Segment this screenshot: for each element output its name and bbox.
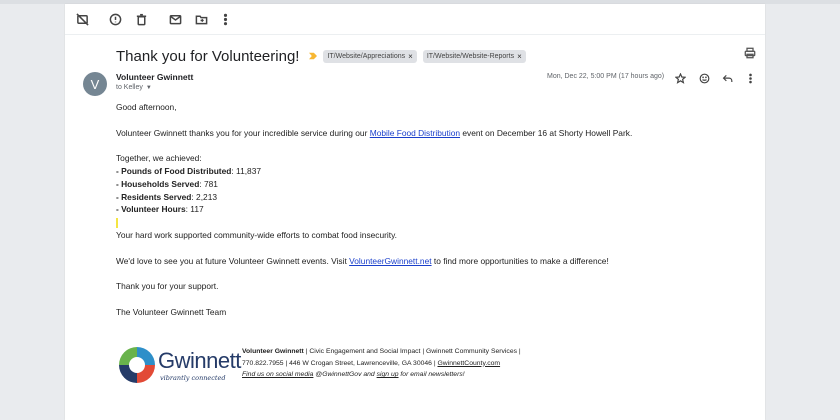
emoji-reaction-icon[interactable]	[696, 70, 712, 86]
logo-tagline: vibrantly connected	[160, 374, 226, 382]
signature-social-handle: @GwinnettGov and	[313, 371, 377, 378]
support-paragraph: Your hard work supported community-wide efforts to combat food insecurity.	[116, 229, 398, 240]
label-chip-website-reports[interactable]	[423, 50, 526, 63]
signoff-line: The Volunteer Gwinnett Team	[116, 306, 227, 317]
email-date: Mon, Dec 22, 5:00 PM (17 hours ago)	[547, 73, 665, 80]
stat-label: - Volunteer Hours	[116, 204, 186, 215]
signature-line-1	[242, 346, 521, 358]
snooze-off-icon[interactable]	[73, 10, 91, 28]
intro-text: Volunteer Gwinnett thanks you for your incredible service during our	[116, 127, 370, 138]
greeting: Good afternoon,	[116, 102, 177, 112]
stat-line	[116, 203, 716, 216]
recipient-text: to Kelley	[116, 84, 143, 91]
stat-label: - Households Served	[116, 178, 200, 189]
reply-icon[interactable]	[719, 70, 735, 86]
label-name: IT/Website/Appreciations	[327, 52, 406, 60]
gwinnett-logo-mark-icon	[117, 345, 157, 385]
future-text: We'd love to see you at future Volunteer Gwinnett events. Visit	[116, 255, 350, 266]
report-spam-icon[interactable]	[106, 10, 124, 28]
stat-label: - Residents Served	[116, 191, 192, 202]
signature-org: Volunteer Gwinnett	[242, 348, 304, 355]
intro-text-end: event on December 16 at Shorty Howell Park.	[460, 127, 633, 138]
mark-unread-icon[interactable]	[166, 10, 184, 28]
intro-paragraph	[116, 127, 716, 140]
mobile-food-distribution-link[interactable]: Mobile Food Distribution	[369, 127, 461, 138]
stat-value: : 781	[199, 178, 218, 189]
message-more-icon[interactable]	[742, 70, 758, 86]
text-cursor-line	[116, 216, 716, 229]
future-text-end: to find more opportunities to make a difference!	[431, 255, 609, 266]
stat-label: - Pounds of Food Distributed	[116, 165, 232, 176]
email-subject: Thank you for Volunteering!	[116, 47, 300, 65]
label-chip-appreciations[interactable]	[323, 50, 416, 63]
social-media-link[interactable]: Find us on social media	[242, 371, 314, 378]
email-body	[116, 101, 716, 319]
signature-line-2	[242, 358, 521, 370]
email-signature	[116, 342, 596, 388]
newsletter-signup-link[interactable]: sign up	[376, 371, 399, 378]
future-events-paragraph	[116, 255, 716, 268]
label-name: IT/Website/Website-Reports	[426, 52, 515, 60]
achievements-heading: Together, we achieved:	[116, 153, 202, 164]
gwinnett-county-link[interactable]: GwinnettCounty.com	[437, 359, 501, 367]
stat-line	[116, 191, 716, 204]
sender-avatar[interactable]: V	[83, 72, 107, 96]
stat-line	[116, 178, 716, 191]
gwinnett-logo	[116, 342, 240, 388]
recipient-details-caret-icon[interactable]: ▼	[145, 84, 152, 91]
remove-label-icon[interactable]: ×	[517, 51, 522, 61]
thanks-line: Thank you for your support.	[116, 281, 219, 292]
subject-row	[116, 44, 526, 68]
stat-value: : 117	[185, 204, 204, 215]
print-icon[interactable]	[741, 44, 759, 62]
text-cursor	[116, 218, 118, 228]
signature-newsletter-text: for email newsletters!	[398, 371, 465, 378]
signature-line-3	[242, 369, 521, 381]
move-to-icon[interactable]	[192, 10, 210, 28]
star-icon[interactable]	[672, 70, 688, 86]
remove-label-icon[interactable]: ×	[408, 51, 413, 61]
stat-value: : 2,213	[191, 191, 218, 202]
delete-icon[interactable]	[132, 10, 150, 28]
volunteer-gwinnett-link[interactable]: VolunteerGwinnett.net	[349, 255, 432, 266]
signature-contact: 770.822.7955 | 446 W Crogan Street, Lawrenceville, GA 30046 |	[242, 359, 438, 367]
signature-text	[242, 346, 521, 381]
stat-line	[116, 165, 716, 178]
stat-value: : 11,837	[231, 165, 262, 176]
sender-name[interactable]: Volunteer Gwinnett	[116, 72, 194, 82]
more-options-icon[interactable]	[216, 10, 234, 28]
signature-dept: | Civic Engagement and Social Impact | Gwinnett Community Services |	[303, 348, 521, 355]
email-panel	[65, 4, 765, 420]
email-toolbar	[65, 4, 765, 35]
importance-marker-icon[interactable]	[309, 52, 317, 60]
logo-wordmark: Gwinnett	[158, 348, 241, 373]
recipient-line	[116, 84, 152, 91]
